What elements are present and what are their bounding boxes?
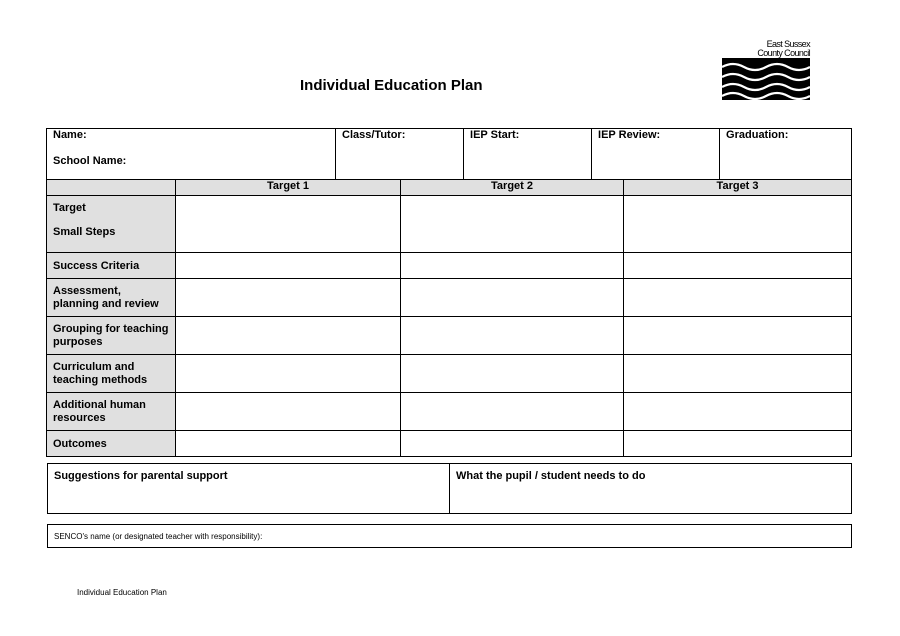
table-row xyxy=(47,431,852,457)
row-label-target xyxy=(47,196,176,253)
page-title: Individual Education Plan xyxy=(300,77,483,94)
class-tutor-label: Class/Tutor: xyxy=(342,129,406,141)
logo-line-2: County Council xyxy=(757,48,810,58)
table-row xyxy=(47,393,852,431)
page-footer: Individual Education Plan xyxy=(77,588,167,597)
senco-field[interactable] xyxy=(47,524,852,548)
parental-support-cell[interactable] xyxy=(48,464,450,513)
table-row xyxy=(47,317,852,355)
senco-label: SENCO's name (or designated teacher with responsibility): xyxy=(54,532,263,541)
row-label-grouping: Grouping for teaching purposes xyxy=(47,317,176,355)
small-steps-label: Small Steps xyxy=(53,226,116,238)
iep-start-label: IEP Start: xyxy=(470,129,520,141)
row-label-success-criteria: Success Criteria xyxy=(47,253,176,279)
curriculum-2-cell[interactable] xyxy=(401,355,624,393)
assessment-1-cell[interactable] xyxy=(176,279,401,317)
table-row xyxy=(47,355,852,393)
outcomes-2-cell[interactable] xyxy=(401,431,624,457)
target-2-cell[interactable] xyxy=(401,196,624,253)
graduation-label: Graduation: xyxy=(726,129,789,141)
additional-2-cell[interactable] xyxy=(401,393,624,431)
success-criteria-3-cell[interactable] xyxy=(624,253,852,279)
row-label-additional: Additional human resources xyxy=(47,393,176,431)
name-cell[interactable] xyxy=(47,129,336,180)
row-label-assessment: Assessment, planning and review xyxy=(47,279,176,317)
target-2-header: Target 2 xyxy=(401,180,624,196)
waves-icon xyxy=(722,58,810,100)
parental-support-label: Suggestions for parental support xyxy=(54,470,228,482)
row-label-outcomes: Outcomes xyxy=(47,431,176,457)
iep-review-cell[interactable] xyxy=(592,129,720,180)
target-1-cell[interactable] xyxy=(176,196,401,253)
table-row xyxy=(47,196,852,253)
pupil-needs-cell[interactable] xyxy=(450,464,851,513)
corner-cell xyxy=(47,180,176,196)
pupil-needs-label: What the pupil / student needs to do xyxy=(456,470,646,482)
assessment-2-cell[interactable] xyxy=(401,279,624,317)
target-header-row xyxy=(47,180,852,196)
additional-3-cell[interactable] xyxy=(624,393,852,431)
header-row xyxy=(47,129,852,180)
row-label-curriculum: Curriculum and teaching methods xyxy=(47,355,176,393)
east-sussex-logo xyxy=(722,40,812,100)
table-row xyxy=(47,253,852,279)
assessment-3-cell[interactable] xyxy=(624,279,852,317)
class-tutor-cell[interactable] xyxy=(336,129,464,180)
table-row xyxy=(47,279,852,317)
logo-line-1: East Sussex xyxy=(766,39,810,49)
target-label: Target xyxy=(53,202,86,214)
grouping-2-cell[interactable] xyxy=(401,317,624,355)
curriculum-1-cell[interactable] xyxy=(176,355,401,393)
success-criteria-1-cell[interactable] xyxy=(176,253,401,279)
graduation-cell[interactable] xyxy=(720,129,852,180)
school-name-label: School Name: xyxy=(53,155,127,167)
success-criteria-2-cell[interactable] xyxy=(401,253,624,279)
target-3-header: Target 3 xyxy=(624,180,852,196)
iep-review-label: IEP Review: xyxy=(598,129,661,141)
parental-support-box xyxy=(47,463,852,514)
grouping-3-cell[interactable] xyxy=(624,317,852,355)
curriculum-3-cell[interactable] xyxy=(624,355,852,393)
iep-start-cell[interactable] xyxy=(464,129,592,180)
name-label: Name: xyxy=(53,129,87,141)
target-1-header: Target 1 xyxy=(176,180,401,196)
target-3-cell[interactable] xyxy=(624,196,852,253)
outcomes-3-cell[interactable] xyxy=(624,431,852,457)
grouping-1-cell[interactable] xyxy=(176,317,401,355)
additional-1-cell[interactable] xyxy=(176,393,401,431)
iep-table xyxy=(46,128,852,457)
outcomes-1-cell[interactable] xyxy=(176,431,401,457)
